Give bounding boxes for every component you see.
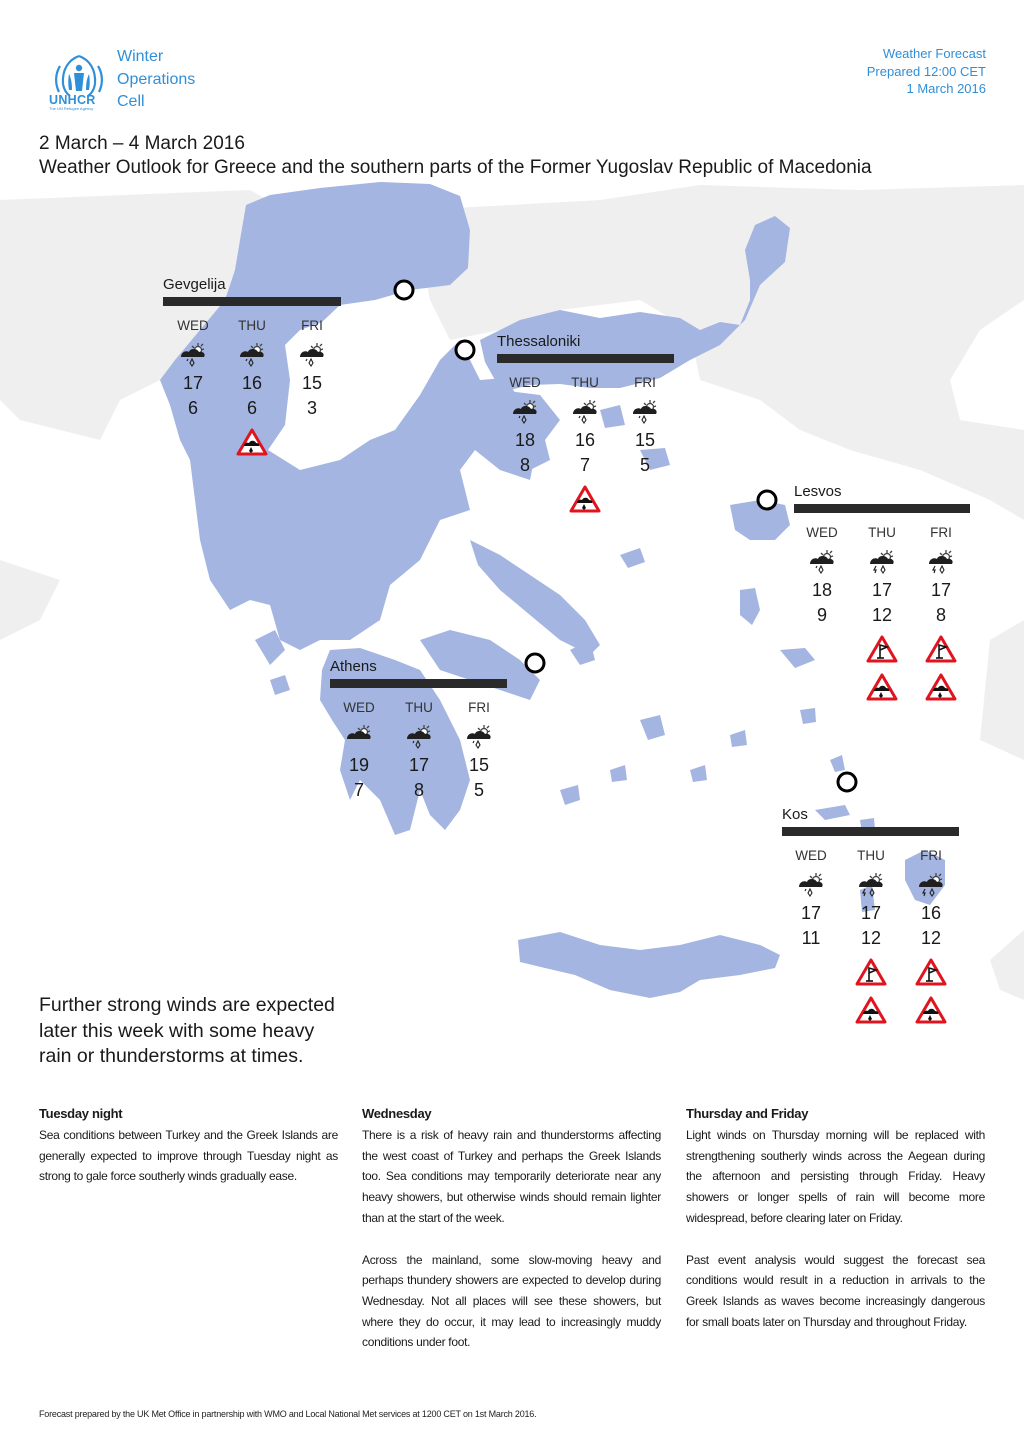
column-paragraph: Sea conditions between Turkey and the Greek Islands are generally expected to improve through Tuesday night as strong to gale force southerly winds gradually ease. — [39, 1128, 338, 1184]
naxos-island — [640, 715, 665, 740]
day-label: WED — [343, 700, 375, 715]
max-temperature: 15 — [634, 430, 656, 450]
day-label: FRI — [468, 700, 490, 715]
day-label: THU — [857, 848, 885, 863]
max-temperature: 16 — [920, 903, 942, 923]
kos-marker — [838, 773, 856, 791]
min-temperature: 6 — [246, 398, 257, 418]
station-divider — [782, 827, 959, 836]
min-temperature: 8 — [935, 605, 946, 625]
forecast-day-thu — [555, 375, 615, 514]
forecast-day-fri — [615, 375, 675, 476]
max-temperature: 19 — [348, 755, 370, 775]
cell-name-line2: Operations — [117, 70, 196, 88]
column-paragraph: Across the mainland, some slow-moving heavy and perhaps thundery showers are expected to develop during Wednesday. Not all places will see these showers, but where they do occur, it may lead to increasingly muddy conditions under foot. — [362, 1252, 661, 1350]
day-label: FRI — [930, 525, 952, 540]
rain-cloud-icon — [510, 398, 540, 424]
max-temperature: 17 — [860, 903, 882, 923]
station-divider — [330, 679, 507, 688]
unhcr-acronym: UNHCR — [49, 93, 96, 107]
prepared-line2: Prepared 12:00 CET — [866, 63, 986, 79]
rain-cloud-icon — [464, 723, 494, 749]
skyros-island — [620, 548, 645, 568]
column-wednesday — [362, 1106, 661, 1374]
day-label: FRI — [920, 848, 942, 863]
thessaloniki-marker — [456, 341, 474, 359]
rain-cloud-icon — [297, 341, 327, 367]
milos-island — [560, 785, 580, 805]
station-divider — [794, 504, 970, 513]
samos-island — [780, 648, 815, 668]
day-label: WED — [177, 318, 209, 333]
rain-cloud-icon — [178, 341, 208, 367]
cell-name — [117, 46, 195, 114]
day-label: THU — [238, 318, 266, 333]
forecast-day-fri — [449, 700, 509, 801]
max-temperature: 17 — [408, 755, 430, 775]
thunder-cloud-icon — [856, 871, 886, 897]
date-range: 2 March – 4 March 2016 — [39, 133, 245, 154]
station-name: Gevgelija — [163, 276, 226, 293]
min-temperature: 12 — [860, 928, 882, 948]
min-temperature: 9 — [816, 605, 827, 625]
forecast-day-wed — [792, 525, 852, 626]
day-label: THU — [405, 700, 433, 715]
athens-marker — [526, 654, 544, 672]
rain-cloud-icon — [630, 398, 660, 424]
max-temperature: 15 — [301, 373, 323, 393]
prepared-line3: 1 March 2016 — [906, 81, 986, 96]
column-paragraph: Past event analysis would suggest the forecast sea conditions would result in a reduction in arrivals to the Greek Islands as waves become increasingly dangerous for small boats later on Thursday and throughout Friday. — [686, 1252, 985, 1329]
station-name: Athens — [330, 658, 377, 675]
day-label: FRI — [301, 318, 323, 333]
day-label: WED — [806, 525, 838, 540]
station-divider — [163, 297, 341, 306]
column-paragraph: There is a risk of heavy rain and thunderstorms affecting the west coast of Turkey and perhaps the Greek Islands too. Sea conditions may temporarily deteriorate near any heavy showers, but otherwise winds should remain lighter than at the start of the week. — [362, 1128, 661, 1225]
gevgelija-marker — [395, 281, 413, 299]
wind-warning-icon — [854, 957, 888, 987]
crete — [518, 932, 780, 998]
rain-warning-icon — [854, 995, 888, 1025]
rain-cloud-icon — [796, 871, 826, 897]
forecast-day-fri — [282, 318, 342, 419]
column-thursday-friday — [686, 1106, 985, 1353]
min-temperature: 11 — [801, 928, 821, 948]
rain-warning-icon — [924, 672, 958, 702]
unhcr-tagline: The UN Refugee Agency — [49, 106, 94, 111]
day-label: FRI — [634, 375, 656, 390]
min-temperature: 8 — [519, 455, 530, 475]
station-name: Thessaloniki — [497, 333, 581, 350]
kos-island — [815, 805, 850, 820]
day-label: WED — [509, 375, 541, 390]
min-temperature: 6 — [187, 398, 198, 418]
column-heading: Thursday and Friday — [686, 1106, 809, 1121]
column-heading: Wednesday — [362, 1106, 432, 1121]
cell-name-line1: Winter — [117, 48, 164, 65]
min-temperature: 7 — [579, 455, 590, 475]
max-temperature: 18 — [811, 580, 833, 600]
station-name: Lesvos — [794, 483, 842, 500]
forecast-day-wed — [781, 848, 841, 949]
max-temperature: 17 — [930, 580, 952, 600]
rain-cloud-icon — [807, 548, 837, 574]
min-temperature: 12 — [920, 928, 942, 948]
attica — [420, 630, 540, 700]
max-temperature: 16 — [241, 373, 263, 393]
rain-warning-icon — [914, 995, 948, 1025]
rain-warning-icon — [568, 484, 602, 514]
prepared-line1: Weather Forecast — [882, 46, 986, 61]
thunder-cloud-icon — [916, 871, 946, 897]
forecast-day-thu — [852, 525, 912, 702]
forecast-day-thu — [389, 700, 449, 801]
forecast-day-wed — [329, 700, 389, 801]
max-temperature: 17 — [800, 903, 822, 923]
page-title: Weather Outlook for Greece and the southern parts of the Former Yugoslav Republic of Macedonia — [39, 157, 872, 178]
max-temperature: 17 — [182, 373, 204, 393]
day-label: THU — [868, 525, 896, 540]
forecast-day-thu — [841, 848, 901, 1025]
zakynthos-island — [270, 675, 290, 695]
prepared-info — [867, 45, 986, 98]
forecast-day-wed — [495, 375, 555, 476]
forecast-headline: Further strong winds are expected later this week with some heavy rain or thunderstorms at times. — [39, 994, 335, 1067]
station-name: Kos — [782, 806, 808, 823]
thunder-cloud-icon — [926, 548, 956, 574]
footer-credit: Forecast prepared by the UK Met Office in partnership with WMO and Local National Met services at 1200 CET on 1st March 2016. — [39, 1409, 537, 1419]
wind-warning-icon — [865, 634, 899, 664]
thunder-cloud-icon — [867, 548, 897, 574]
day-label: WED — [795, 848, 827, 863]
wind-warning-icon — [924, 634, 958, 664]
min-temperature: 5 — [639, 455, 650, 475]
column-paragraph: Light winds on Thursday morning will be replaced with strengthening southerly winds across the Aegean during the afternoon and persisting through Friday. Heavy showers or longer spells of rain will become more widespread, before clearing later on Friday. — [686, 1128, 985, 1225]
rain-warning-icon — [865, 672, 899, 702]
forecast-day-fri — [901, 848, 961, 1025]
cell-name-line3: Cell — [117, 93, 145, 110]
station-divider — [497, 354, 674, 363]
forecast-day-thu — [222, 318, 282, 457]
max-temperature: 15 — [468, 755, 490, 775]
max-temperature: 18 — [514, 430, 536, 450]
evia — [470, 540, 600, 655]
rain-cloud-icon — [570, 398, 600, 424]
column-heading: Tuesday night — [39, 1106, 123, 1121]
forecast-day-wed — [163, 318, 223, 419]
min-temperature: 12 — [871, 605, 893, 625]
chios-island — [740, 588, 760, 625]
rain-cloud-icon — [404, 723, 434, 749]
max-temperature: 17 — [871, 580, 893, 600]
forecast-day-fri — [911, 525, 971, 702]
max-temperature: 16 — [574, 430, 596, 450]
lesvos-marker — [758, 491, 776, 509]
rain-cloud-icon — [237, 341, 267, 367]
day-label: THU — [571, 375, 599, 390]
cloud-icon — [344, 723, 374, 749]
min-temperature: 5 — [473, 780, 484, 800]
column-tuesday-night — [39, 1106, 338, 1208]
rain-warning-icon — [235, 427, 269, 457]
min-temperature: 8 — [413, 780, 424, 800]
min-temperature: 7 — [353, 780, 364, 800]
min-temperature: 3 — [306, 398, 317, 418]
wind-warning-icon — [914, 957, 948, 987]
